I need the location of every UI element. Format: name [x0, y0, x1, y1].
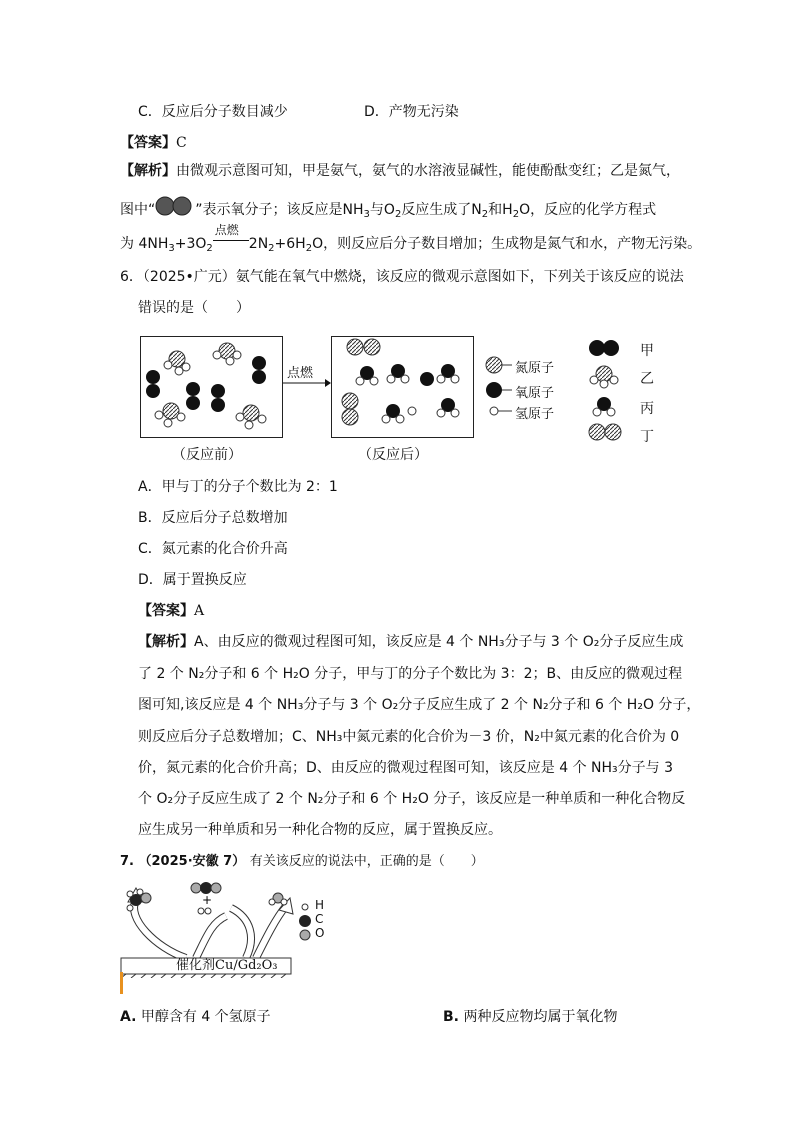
q6-option-c: C．氮元素的化合价升高 [138, 541, 288, 557]
q6-stem-2: 错误的是（ ） [138, 300, 250, 316]
ammonia-molecule [155, 403, 185, 427]
legend-h: H [315, 898, 325, 912]
analysis-text: 反应生成了N [401, 202, 482, 218]
subscript: 3 [363, 209, 370, 220]
subscript: 2 [268, 243, 275, 254]
analysis-text: O，则反应后分子数目增加；生成物是氮气和水，产物无污染。 [312, 236, 702, 252]
atom-legend-icons [484, 354, 514, 424]
analysis-text: 和H [488, 202, 513, 218]
oxygen-molecule [252, 356, 266, 384]
species-yi: 乙 [640, 371, 654, 387]
nitrogen-molecule [342, 393, 358, 425]
subscript: 2 [305, 243, 313, 254]
water-molecule [356, 366, 378, 385]
species-yi-icon [590, 366, 618, 388]
water-molecule [382, 404, 404, 423]
q7-text: 有关该反应的说法中，正确的是（ ） [249, 854, 484, 869]
after-reaction-box [331, 336, 474, 438]
species-icons [586, 338, 626, 448]
caption-before: （反应前） [172, 447, 242, 463]
q5-analysis-line-1 [120, 161, 680, 181]
ammonia-molecule [213, 343, 241, 365]
before-molecules [141, 337, 282, 437]
q6-stem-1: 6．（2025•广元）氨气能在氧气中燃烧，该反应的微观示意图如下，下列关于该反应的说法 [120, 269, 684, 285]
legend-c: C [315, 912, 324, 926]
q7-option-a [120, 1007, 271, 1027]
catalyst-label: 催化剂Cu/Gd₂O₃ [176, 958, 278, 973]
legend-nitrogen: 氮原子 [515, 361, 555, 376]
h-atom-icon [302, 904, 308, 910]
species-ding-icon [589, 424, 621, 440]
oxygen-molecule [146, 370, 160, 398]
hydrogen-atom [408, 407, 416, 415]
caption-after: （反应后） [358, 447, 428, 463]
q7-stem [120, 852, 484, 872]
q6-option-d: D．属于置换反应 [138, 572, 247, 588]
analysis-text: A、由反应的微观过程图可知，该反应是 4 个 NH₃分子与 3 个 O₂分子反应生成 [194, 634, 684, 650]
answer-label: 【答案】 [120, 135, 176, 151]
option-label: A. [120, 1009, 137, 1025]
equation-arrow [213, 240, 249, 241]
q6-analysis-2: 了 2 个 N₂分子和 6 个 H₂O 分子，甲与丁的分子个数比为 3：2；B、由反应的微观过程 [138, 666, 683, 682]
ammonia-molecule [164, 351, 190, 375]
q6-answer [138, 601, 204, 621]
water-molecule [269, 893, 287, 905]
analysis-label: 【解析】 [120, 163, 176, 179]
species-bing: 丙 [640, 401, 654, 417]
q6-analysis-5: 价，氮元素的化合价升高；D、由反应的微观过程图可知，该反应是 4 个 NH₃分子与 3 [138, 760, 674, 776]
oxygen-molecule [211, 384, 225, 412]
methanol-molecule [127, 889, 151, 911]
q5-analysis-line-2 [120, 199, 656, 221]
nitrogen-atom-icon [486, 357, 502, 373]
q6-analysis-6: 个 O₂分子反应生成了 2 个 N₂分子和 6 个 H₂O 分子，该反应是一种单质和一种化合物反 [138, 791, 686, 807]
subscript: 2 [481, 209, 489, 220]
q5-option-d: D．产物无污染 [364, 104, 459, 120]
oxygen-atom [420, 372, 434, 386]
ammonia-molecule [236, 405, 266, 429]
answer-value: A [194, 603, 205, 619]
species-jia: 甲 [640, 343, 654, 359]
o-atom-icon [300, 930, 310, 940]
before-reaction-box [140, 336, 283, 438]
species-ding: 丁 [640, 429, 654, 445]
hydrogen-molecule [198, 908, 211, 914]
analysis-text: 为 4NH [120, 236, 169, 252]
q6-option-b: B．反应后分子总数增加 [138, 510, 288, 526]
species-jia-icon [589, 340, 619, 356]
answer-label: 【答案】 [138, 603, 194, 619]
analysis-text: +3O [174, 236, 207, 252]
q7-legend-icons [297, 900, 313, 942]
water-molecule [437, 364, 459, 383]
subscript: 3 [168, 243, 175, 254]
analysis-text: 与O [369, 202, 395, 218]
arrow-label: 点燃 [287, 366, 314, 381]
option-label: B. [443, 1009, 459, 1025]
margin-marker [120, 972, 123, 994]
hydrogen-atom-icon [490, 407, 498, 415]
q6-analysis-1 [138, 632, 683, 652]
analysis-text: O，反应的化学方程式 [519, 202, 657, 218]
q5-option-c: C．反应后分子数目减少 [138, 104, 288, 120]
svg-text:+: + [202, 893, 213, 907]
water-molecule [437, 398, 459, 417]
q6-option-a: A．甲与丁的分子个数比为 2：1 [138, 479, 338, 495]
analysis-text: 2N [248, 236, 269, 252]
q6-analysis-3: 图可知,该反应是 4 个 NH₃分子与 3 个 O₂分子反应生成了 2 个 N₂分子和 6 个 H₂O 分子， [138, 697, 701, 713]
water-molecule [387, 364, 409, 383]
q7-number: 7. [120, 854, 134, 869]
q7-source: （2025·安徽 7） [138, 854, 246, 869]
condition-text: 点燃 [214, 223, 239, 237]
analysis-label: 【解析】 [138, 634, 194, 650]
answer-value: C [176, 135, 187, 151]
subscript: 2 [394, 209, 402, 220]
option-text: 两种反应物均属于氧化物 [463, 1009, 618, 1025]
q7-option-b [443, 1007, 617, 1027]
reaction-condition [213, 223, 249, 248]
c-atom-icon [299, 915, 311, 927]
analysis-text: 由微观示意图可知，甲是氨气，氨气的水溶液显碱性，能使酚酞变红；乙是氮气， [176, 163, 680, 179]
option-text: 甲醇含有 4 个氢原子 [140, 1009, 271, 1025]
oxygen-atom-icon [486, 382, 502, 398]
analysis-text: +6H [274, 236, 306, 252]
oxygen-molecule-icon [155, 199, 195, 221]
nitrogen-molecule [347, 339, 380, 355]
q5-answer [120, 133, 187, 153]
analysis-text: 图中“ [120, 202, 156, 218]
q6-analysis-4: 则反应后分子总数增加；C、NH₃中氮元素的化合价为－3 价，N₂中氮元素的化合价为 0 [138, 729, 680, 745]
oxygen-molecule [186, 382, 200, 410]
after-molecules [332, 337, 473, 437]
analysis-text: ”表示氧分子；该反应是NH [195, 202, 364, 218]
legend-hydrogen: 氢原子 [515, 407, 555, 422]
q5-analysis-line-3 [120, 223, 702, 254]
species-bing-icon [593, 397, 615, 416]
subscript: 2 [512, 209, 520, 220]
subscript: 2 [206, 243, 213, 254]
legend-oxygen: 氧原子 [515, 386, 555, 401]
q6-analysis-7: 应生成另一种单质和另一种化合物的反应，属于置换反应。 [138, 822, 502, 838]
legend-o: O [315, 926, 325, 940]
